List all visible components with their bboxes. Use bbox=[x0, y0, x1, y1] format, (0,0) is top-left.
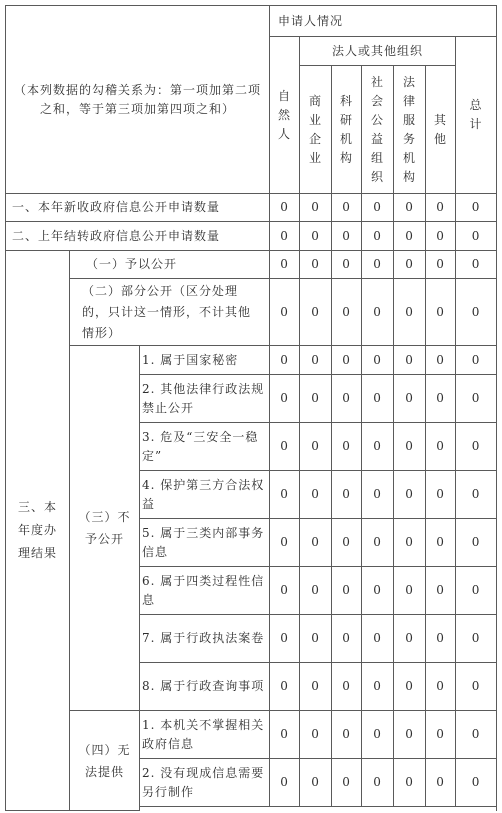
cell-value: 0 bbox=[332, 375, 362, 423]
row-label-not-held: 1. 本机关不掌握相关政府信息 bbox=[140, 711, 270, 759]
disclosure-statistics-table bbox=[5, 5, 497, 811]
unable-group-label: （四）无 法提供 bbox=[70, 711, 140, 811]
cell-value: 0 bbox=[456, 222, 497, 251]
cell-value: 0 bbox=[426, 711, 456, 759]
cell-value: 0 bbox=[332, 663, 362, 711]
cell-value: 0 bbox=[300, 423, 332, 471]
cell-value: 0 bbox=[332, 346, 362, 375]
cell-value: 0 bbox=[300, 471, 332, 519]
cell-value: 0 bbox=[300, 711, 332, 759]
cell-value: 0 bbox=[300, 567, 332, 615]
cell-value: 0 bbox=[300, 663, 332, 711]
cell-value: 0 bbox=[426, 759, 456, 807]
cell-value: 0 bbox=[332, 615, 362, 663]
cell-value: 0 bbox=[270, 711, 300, 759]
cell-value: 0 bbox=[394, 711, 426, 759]
cell-value: 0 bbox=[426, 194, 456, 222]
cell-value: 0 bbox=[300, 615, 332, 663]
cell-value: 0 bbox=[270, 222, 300, 251]
cell-value: 0 bbox=[362, 615, 394, 663]
cell-value: 0 bbox=[362, 194, 394, 222]
cell-value: 0 bbox=[426, 251, 456, 279]
cell-value: 0 bbox=[456, 759, 497, 807]
cell-value: 0 bbox=[270, 194, 300, 222]
col-header-commercial: 商 业 企 业 bbox=[300, 66, 332, 194]
col-header-total: 总 计 bbox=[456, 37, 497, 194]
cell-value: 0 bbox=[426, 567, 456, 615]
results-section-label: 三、本 年度办 理结果 bbox=[6, 251, 70, 811]
cell-value: 0 bbox=[394, 519, 426, 567]
cell-value: 0 bbox=[270, 519, 300, 567]
cell-value: 0 bbox=[332, 711, 362, 759]
cell-value: 0 bbox=[456, 615, 497, 663]
cell-value: 0 bbox=[394, 346, 426, 375]
cell-value: 0 bbox=[456, 279, 497, 346]
cell-value: 0 bbox=[426, 375, 456, 423]
cell-value: 0 bbox=[362, 759, 394, 807]
relationship-note: （本列数据的勾稽关系为：第一项加第二项之和，等于第三项加第四项之和） bbox=[6, 6, 270, 194]
row-label-law-prohibited: 2. 其他法律行政法规禁止公开 bbox=[140, 375, 270, 423]
row-label-enforcement-file: 7. 属于行政执法案卷 bbox=[140, 615, 270, 663]
cell-value: 0 bbox=[426, 423, 456, 471]
cell-value: 0 bbox=[332, 222, 362, 251]
cell-value: 0 bbox=[394, 759, 426, 807]
cell-value: 0 bbox=[426, 615, 456, 663]
cell-value: 0 bbox=[362, 519, 394, 567]
cell-value: 0 bbox=[456, 567, 497, 615]
table-row bbox=[6, 711, 497, 759]
cell-value: 0 bbox=[300, 759, 332, 807]
cell-value: 0 bbox=[456, 251, 497, 279]
col-header-research: 科 研 机 构 bbox=[332, 66, 362, 194]
cell-value: 0 bbox=[270, 375, 300, 423]
table-row bbox=[6, 251, 497, 279]
table-row bbox=[6, 346, 497, 375]
cell-value: 0 bbox=[394, 471, 426, 519]
row-label-internal-affairs: 5. 属于三类内部事务信息 bbox=[140, 519, 270, 567]
cell-value: 0 bbox=[394, 567, 426, 615]
col-header-other: 其 他 bbox=[426, 66, 456, 194]
cell-value: 0 bbox=[270, 663, 300, 711]
cell-value: 0 bbox=[270, 567, 300, 615]
cell-value: 0 bbox=[300, 222, 332, 251]
cell-value: 0 bbox=[332, 567, 362, 615]
cell-value: 0 bbox=[300, 279, 332, 346]
cell-value: 0 bbox=[362, 375, 394, 423]
row-label-disclosed: （一）予以公开 bbox=[70, 251, 270, 279]
row-label-three-safety: 3. 危及“三安全一稳定” bbox=[140, 423, 270, 471]
cell-value: 0 bbox=[300, 194, 332, 222]
row-label-carried-over: 二、上年结转政府信息公开申请数量 bbox=[6, 222, 270, 251]
table-row bbox=[6, 279, 497, 346]
cell-value: 0 bbox=[394, 222, 426, 251]
row-label-admin-query: 8. 属于行政查询事项 bbox=[140, 663, 270, 711]
legal-entity-group-header: 法人或其他组织 bbox=[300, 37, 456, 66]
cell-value: 0 bbox=[270, 423, 300, 471]
cell-value: 0 bbox=[394, 194, 426, 222]
cell-value: 0 bbox=[394, 615, 426, 663]
not-disclosed-group-label: （三）不 予公开 bbox=[70, 346, 140, 711]
cell-value: 0 bbox=[362, 279, 394, 346]
cell-value: 0 bbox=[426, 519, 456, 567]
cell-value: 0 bbox=[270, 279, 300, 346]
cell-value: 0 bbox=[362, 222, 394, 251]
col-header-social: 社 会 公 益 组 织 bbox=[362, 66, 394, 194]
cell-value: 0 bbox=[270, 471, 300, 519]
cell-value: 0 bbox=[300, 346, 332, 375]
row-label-third-party: 4. 保护第三方合法权益 bbox=[140, 471, 270, 519]
cell-value: 0 bbox=[456, 471, 497, 519]
cell-value: 0 bbox=[332, 519, 362, 567]
cell-value: 0 bbox=[362, 346, 394, 375]
row-label-new-requests: 一、本年新收政府信息公开申请数量 bbox=[6, 194, 270, 222]
cell-value: 0 bbox=[270, 759, 300, 807]
cell-value: 0 bbox=[300, 375, 332, 423]
cell-value: 0 bbox=[394, 423, 426, 471]
cell-value: 0 bbox=[332, 471, 362, 519]
cell-value: 0 bbox=[300, 519, 332, 567]
cell-value: 0 bbox=[456, 423, 497, 471]
cell-value: 0 bbox=[394, 279, 426, 346]
cell-value: 0 bbox=[456, 375, 497, 423]
row-label-process-info: 6. 属于四类过程性信息 bbox=[140, 567, 270, 615]
cell-value: 0 bbox=[426, 663, 456, 711]
cell-value: 0 bbox=[426, 346, 456, 375]
cell-value: 0 bbox=[362, 423, 394, 471]
cell-value: 0 bbox=[332, 759, 362, 807]
cell-value: 0 bbox=[456, 346, 497, 375]
cell-value: 0 bbox=[426, 222, 456, 251]
col-header-natural-person: 自 然 人 bbox=[270, 37, 300, 194]
header-row-1 bbox=[6, 6, 497, 37]
cell-value: 0 bbox=[270, 346, 300, 375]
cell-value: 0 bbox=[362, 711, 394, 759]
cell-value: 0 bbox=[332, 194, 362, 222]
table-row bbox=[6, 194, 497, 222]
applicant-header: 申请人情况 bbox=[270, 6, 497, 37]
cell-value: 0 bbox=[270, 251, 300, 279]
cell-value: 0 bbox=[456, 194, 497, 222]
cell-value: 0 bbox=[426, 471, 456, 519]
cell-value: 0 bbox=[394, 375, 426, 423]
row-label-needs-creation: 2. 没有现成信息需要另行制作 bbox=[140, 759, 270, 807]
cell-value: 0 bbox=[270, 615, 300, 663]
cell-value: 0 bbox=[362, 471, 394, 519]
cell-value: 0 bbox=[426, 279, 456, 346]
col-header-legal-service: 法 律 服 务 机 构 bbox=[394, 66, 426, 194]
row-label-partial: （二）部分公开（区分处理的，只计这一情形，不计其他情形） bbox=[70, 279, 270, 346]
cell-value: 0 bbox=[456, 663, 497, 711]
cell-value: 0 bbox=[332, 279, 362, 346]
cell-value: 0 bbox=[332, 423, 362, 471]
cell-value: 0 bbox=[394, 663, 426, 711]
cell-value: 0 bbox=[362, 567, 394, 615]
cell-value: 0 bbox=[332, 251, 362, 279]
cell-value: 0 bbox=[456, 519, 497, 567]
cell-value: 0 bbox=[362, 663, 394, 711]
row-label-state-secret: 1. 属于国家秘密 bbox=[140, 346, 270, 375]
cell-value: 0 bbox=[456, 711, 497, 759]
cell-value: 0 bbox=[394, 251, 426, 279]
cell-value: 0 bbox=[300, 251, 332, 279]
cell-value: 0 bbox=[362, 251, 394, 279]
table-row bbox=[6, 222, 497, 251]
